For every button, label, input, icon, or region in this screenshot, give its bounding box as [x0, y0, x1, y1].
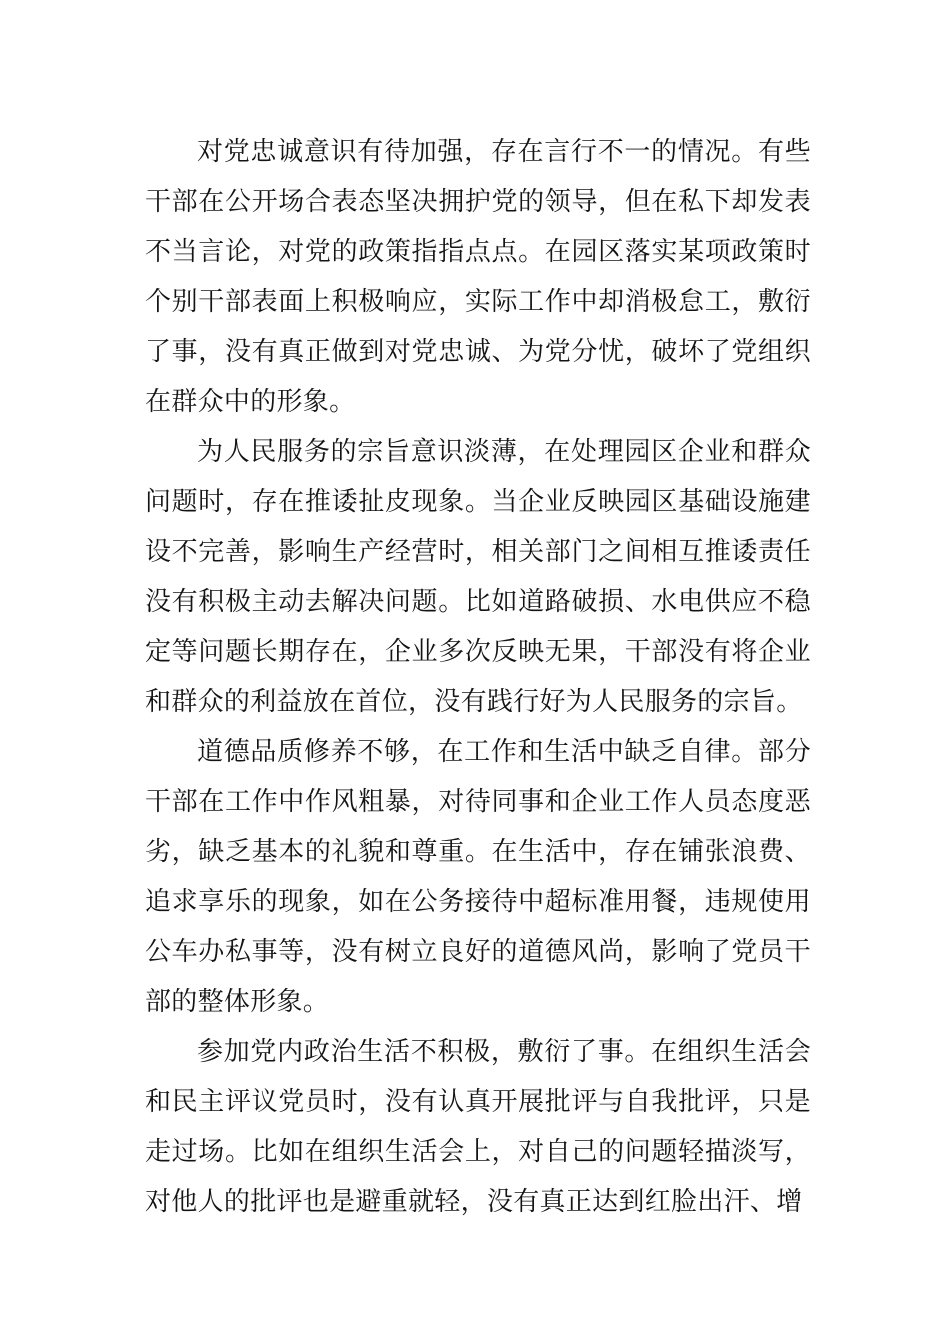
paragraph-morality: 道德品质修养不够，在工作和生活中缺乏自律。部分干部在工作中作风粗暴，对待同事和企业工作人员态度恶劣，缺乏基本的礼貌和尊重。在生活中，存在铺张浪费、追求享乐的现象，如在公务接待中超标准用餐，违规使用公车办私事等，没有树立良好的道德风尚，影响了党员干部的整体形象。 — [145, 737, 811, 1017]
paragraph-service: 为人民服务的宗旨意识淡薄，在处理园区企业和群众问题时，存在推诿扯皮现象。当企业反映园区基础设施建设不完善，影响生产经营时，相关部门之间相互推诿责任没有积极主动去解决问题。比如道路破损、水电供应不稳定等问题长期存在，企业多次反映无果，干部没有将企业和群众的利益放在首位，没有践行好为人民服务的宗旨。 — [145, 437, 811, 717]
paragraph-loyalty: 对党忠诚意识有待加强，存在言行不一的情况。有些干部在公开场合表态坚决拥护党的领导，但在私下却发表不当言论，对党的政策指指点点。在园区落实某项政策时个别干部表面上积极响应，实际工作中却消极怠工，敷衍了事，没有真正做到对党忠诚、为党分忧，破坏了党组织在群众中的形象。 — [145, 137, 811, 417]
document-body — [145, 127, 811, 1227]
paragraph-political-life: 参加党内政治生活不积极，敷衍了事。在组织生活会和民主评议党员时，没有认真开展批评与自我批评，只是走过场。比如在组织生活会上，对自己的问题轻描淡写，对他人的批评也是避重就轻，没有真正达到红脸出汗、增 — [145, 1037, 811, 1217]
